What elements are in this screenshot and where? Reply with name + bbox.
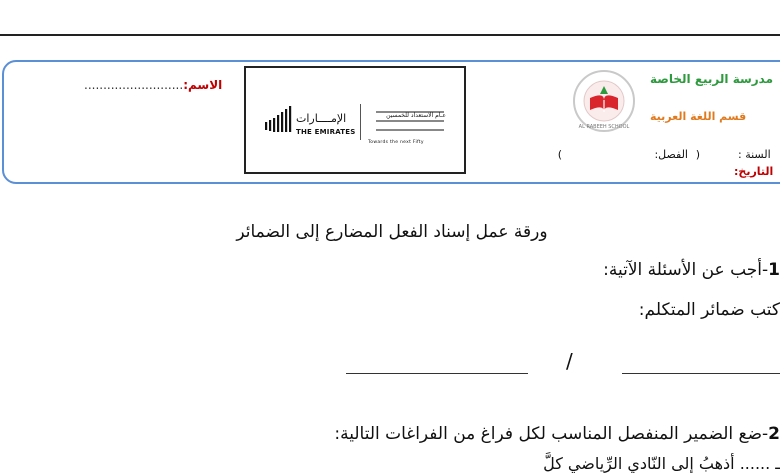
school-logo-text: AL RABEEH SCHOOL (578, 124, 630, 130)
answer-blank-1[interactable] (622, 373, 780, 374)
class-paren-open: ( (695, 148, 700, 161)
question-1 (603, 260, 780, 280)
department-name: قسم اللغة العربية (650, 110, 747, 123)
emirates-logo-mark (264, 104, 294, 138)
question-2 (334, 424, 780, 444)
school-name: مدرسة الربيع الخاصة (650, 72, 774, 86)
question-2-number: 2 (768, 424, 780, 444)
class-paren-close: ) (557, 148, 562, 161)
question-1-number: 1 (768, 260, 780, 280)
date-label: التاريخ: (734, 165, 774, 178)
question-1-subtask: كتب ضمائر المتكلم: (638, 300, 780, 320)
top-rule (0, 34, 780, 36)
question-2-item: ـ ...... أذهبُ إلى النّادي الرِّياضي كلَّ (543, 454, 780, 473)
answer-blank-2[interactable] (346, 373, 528, 374)
emirates-logo-english: THE EMIRATES (296, 128, 356, 136)
student-name-field (84, 78, 222, 92)
student-name-label: الاسم: (183, 78, 223, 92)
worksheet-title: ورقة عمل إسناد الفعل المضارع إلى الضمائر (236, 222, 548, 242)
student-name-blank: .......................... (84, 78, 184, 92)
year-of-fifty-arabic: عـام الاستعداد للخمسين (386, 112, 446, 119)
question-2-text: -ضع الضمير المنفصل المناسب لكل فراغ من الفراغات التالية: (334, 424, 769, 444)
logo-divider (360, 104, 361, 140)
government-logos-box (244, 66, 466, 174)
emirates-logo-arabic: الإمــــارات (296, 112, 347, 125)
school-logo (566, 68, 642, 134)
year-of-fifty-english: Towards the next Fifty (368, 140, 424, 145)
answer-separator: / (566, 349, 573, 373)
question-1-text: -أجب عن الأسئلة الآتية: (603, 260, 769, 280)
school-year-label: السنة : (738, 148, 771, 161)
class-label: الفصل: (654, 148, 688, 161)
year-of-fifty-logo-mark (368, 106, 446, 136)
